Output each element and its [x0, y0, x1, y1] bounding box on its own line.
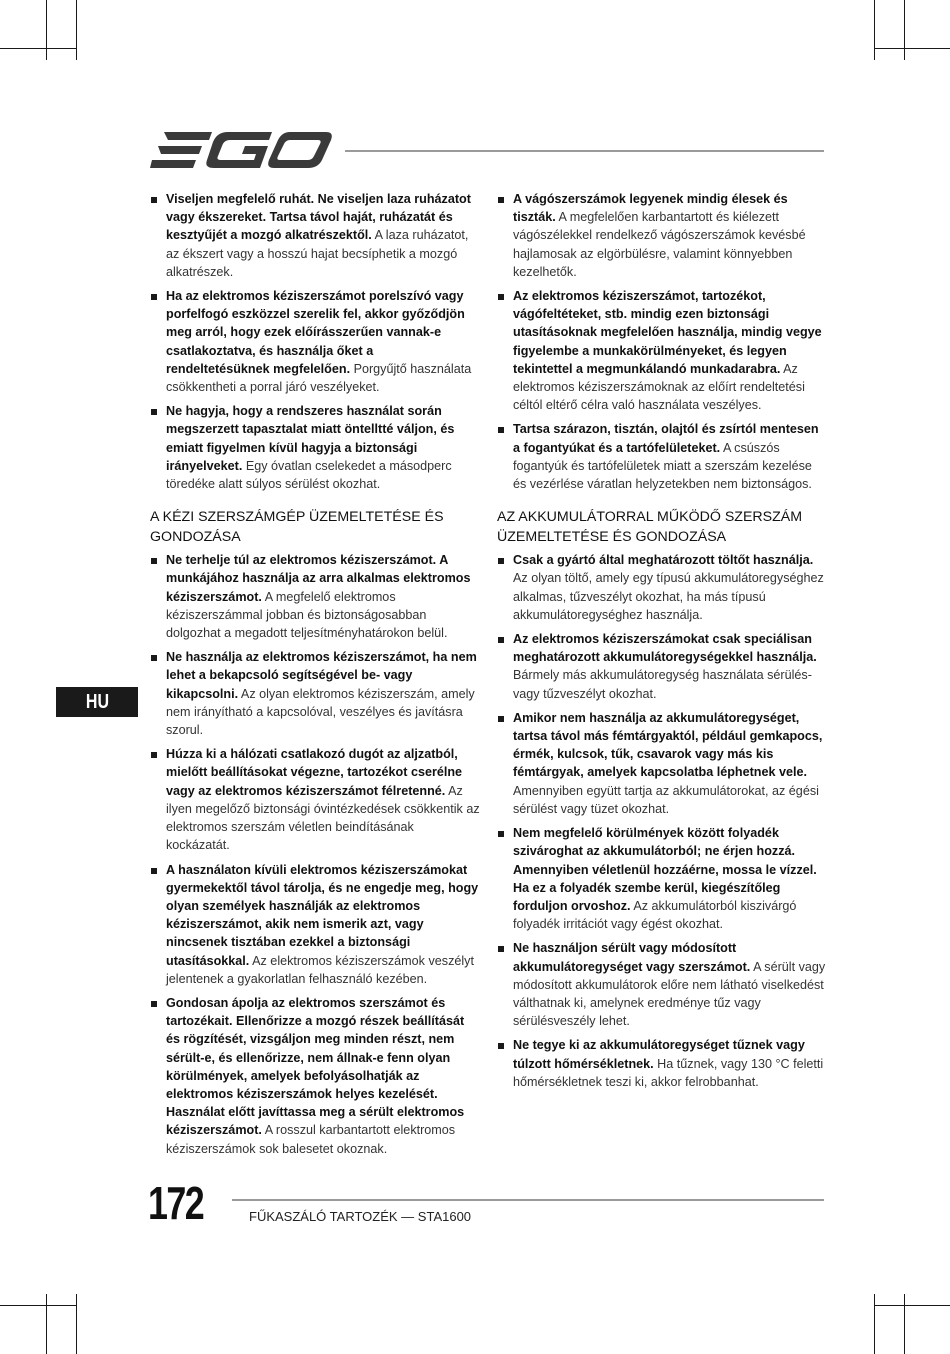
- crop-mark: [0, 1305, 76, 1306]
- list-item: Csak a gyártó által meghatározott töltőt használja. Az olyan töltő, amely egy típusú akkumulátoregységhez alkalmas, tűzveszélyt okozhat, ha más típusú akkumulátoregységhez használja.: [497, 551, 827, 624]
- list-item: Ha az elektromos kéziszerszámot porelszívó vagy porfelfogó eszközzel szerelik fel, akkor győződjön meg arról, hogy ezek előírásszerűen vannak-e csatlakoztatva, és használja őket a rendeltetésüknek megfelelően. Porgyűjtő használata csökkentheti a porral járó veszélyeket.: [150, 287, 480, 396]
- left-column: [150, 190, 480, 1164]
- crop-mark: [0, 48, 76, 49]
- list-item: Húzza ki a hálózati csatlakozó dugót az aljzatból, mielőtt beállításokat végezne, tartozékot cserélne vagy az elektromos kéziszerszámot félretenné. Az ilyen megelőző biztonsági óvintézkedések csökkentik az elektromos szerszám véletlen beindításának kockázatát.: [150, 745, 480, 854]
- section-heading: A KÉZI SZERSZÁMGÉP ÜZEMELTETÉSE ÉS GONDOZÁSA: [150, 509, 444, 546]
- crop-mark: [874, 1305, 950, 1306]
- right-column: [497, 190, 827, 1097]
- crop-mark: [874, 48, 950, 49]
- list-item: Tartsa szárazon, tisztán, olajtól és zsírtól mentesen a fogantyúkat és a tartófelületeket. A csúszós fogantyúk és tartófelületek miatt a szerszám kezelése és vezérlése váratlan helyzetekben nem biztonságos.: [497, 420, 827, 493]
- list-item: Amikor nem használja az akkumulátoregységet, tartsa távol más fémtárgyaktól, például gemkapocs, érmék, kulcsok, tűk, csavarok vagy más kis fémtárgyak, amelyek kapcsolatba léphetnek vele. Amennyiben együtt tartja az akkumulátorokat, az égési sérülést vagy tüzet okozhat.: [497, 709, 827, 818]
- list-item: Ne terhelje túl az elektromos kéziszerszámot. A munkájához használja az arra alkalmas elektromos kéziszerszámot. A megfelelő elektromos kéziszerszámmal jobban és biztonságosabban dolgozhat a megadott teljesítményhatárokon belül.: [150, 551, 480, 642]
- footer-rule: [232, 1199, 824, 1201]
- page-number: 172: [148, 1177, 204, 1229]
- crop-mark: [46, 1294, 47, 1354]
- crop-mark: [46, 0, 47, 60]
- ego-logo: [150, 128, 332, 172]
- crop-mark: [76, 1294, 77, 1354]
- list-item: Gondosan ápolja az elektromos szerszámot és tartozékait. Ellenőrizze a mozgó részek beállítását és rögzítését, vizsgáljon meg minden részt, nem sérült-e, és ellenőrizze, nem állnak-e fenn olyan körülmények, amelyek befolyásolhatják az elektromos kéziszerszámok helyes kezelését. Használat előtt javíttassa meg a sérült elektromos kéziszerszámot. A rosszul karbantartott elektromos kéziszerszámok sok balesetet okoznak.: [150, 994, 480, 1158]
- crop-mark: [76, 0, 77, 60]
- language-tab: HU: [56, 687, 138, 717]
- list-item: Viseljen megfelelő ruhát. Ne viseljen laza ruházatot vagy ékszereket. Tartsa távol haját, ruházatát és kesztyűjét a mozgó alkatrészektől. A laza ruházatot, az ékszert vagy a hosszú hajat becsíphetik a mozgó alkatrészek.: [150, 190, 480, 281]
- list-item: A vágószerszámok legyenek mindig élesek és tiszták. A megfelelően karbantartott és kiélezett vágószélekkel rendelkező vágószerszámok kevésbé hajlamosak az elgörbülésre, valamint könnyebben kezelhetők.: [497, 190, 827, 281]
- list-item: Ne hagyja, hogy a rendszeres használat során megszerzett tapasztalat miatt öntelltté váljon, és emiatt figyelmen kívül hagyja a biztonsági irányelveket. Egy óvatlan cselekedet a másodperc töredéke alatt súlyos sérülést okozhat.: [150, 402, 480, 493]
- list-item: Ne használja az elektromos kéziszerszámot, ha nem lehet a bekapcsoló segítségével be- vagy kikapcsolni. Az olyan elektromos kéziszerszám, amely nem irányítható a kapcsolóval, veszélyes és javításra szorul.: [150, 648, 480, 739]
- crop-mark: [874, 1294, 875, 1354]
- list-item: Nem megfelelő körülmények között folyadék szivároghat az akkumulátorból; ne érjen hozzá. Amennyiben véletlenül hozzáérne, mossa le vízzel. Ha ez a folyadék szembe kerül, kiegészítőleg forduljon orvoshoz. Az akkumulátorból kiszivárgó folyadék irritációt vagy égést okozhat.: [497, 824, 827, 933]
- list-item: Az elektromos kéziszerszámokat csak speciálisan meghatározott akkumulátoregységekkel használja. Bármely más akkumulátoregység használata sérülés- vagy tűzveszélyt okozhat.: [497, 630, 827, 703]
- crop-mark: [904, 0, 905, 60]
- list-item: A használaton kívüli elektromos kéziszerszámokat gyermekektől távol tárolja, és ne engedje meg, hogy olyan személyek használják az elektromos kéziszerszámot, akik nem ismerik azt, vagy nincsenek tisztában ezekkel a biztonsági utasításokkal. Az elektromos kéziszerszámok veszélyt jelentenek a gyakorlatlan felhasználó kezében.: [150, 861, 480, 988]
- list-item: Ne tegye ki az akkumulátoregységet tűznek vagy túlzott hőmérsékletnek. Ha tűznek, vagy 130 °C feletti hőmérsékletnek teszi ki, akkor felrobbanhat.: [497, 1036, 827, 1091]
- list-item: Ne használjon sérült vagy módosított akkumulátoregységet vagy szerszámot. A sérült vagy módosított akkumulátorok előre nem látható viselkedést válthatnak ki, amelynek eredménye tűz vagy sérülésveszély lehet.: [497, 939, 827, 1030]
- header-rule: [345, 150, 824, 152]
- section-heading: AZ AKKUMULÁTORRAL MŰKÖDŐ SZERSZÁM ÜZEMELTETÉSE ÉS GONDOZÁSA: [497, 509, 803, 546]
- crop-mark: [874, 0, 875, 60]
- crop-mark: [904, 1294, 905, 1354]
- list-item: Az elektromos kéziszerszámot, tartozékot, vágófeltéteket, stb. mindig ezen biztonsági utasításoknak megfelelően használja, mindig vegye figyelembe a munkakörülményeket, és legyen tekintettel a megmunkálandó munkadarabra. Az elektromos kéziszerszámoknak az előírt rendeltetési céltól eltérő célra való használata veszélyes.: [497, 287, 827, 414]
- footer-text: FŰKASZÁLÓ TARTOZÉK — STA1600: [249, 1209, 472, 1224]
